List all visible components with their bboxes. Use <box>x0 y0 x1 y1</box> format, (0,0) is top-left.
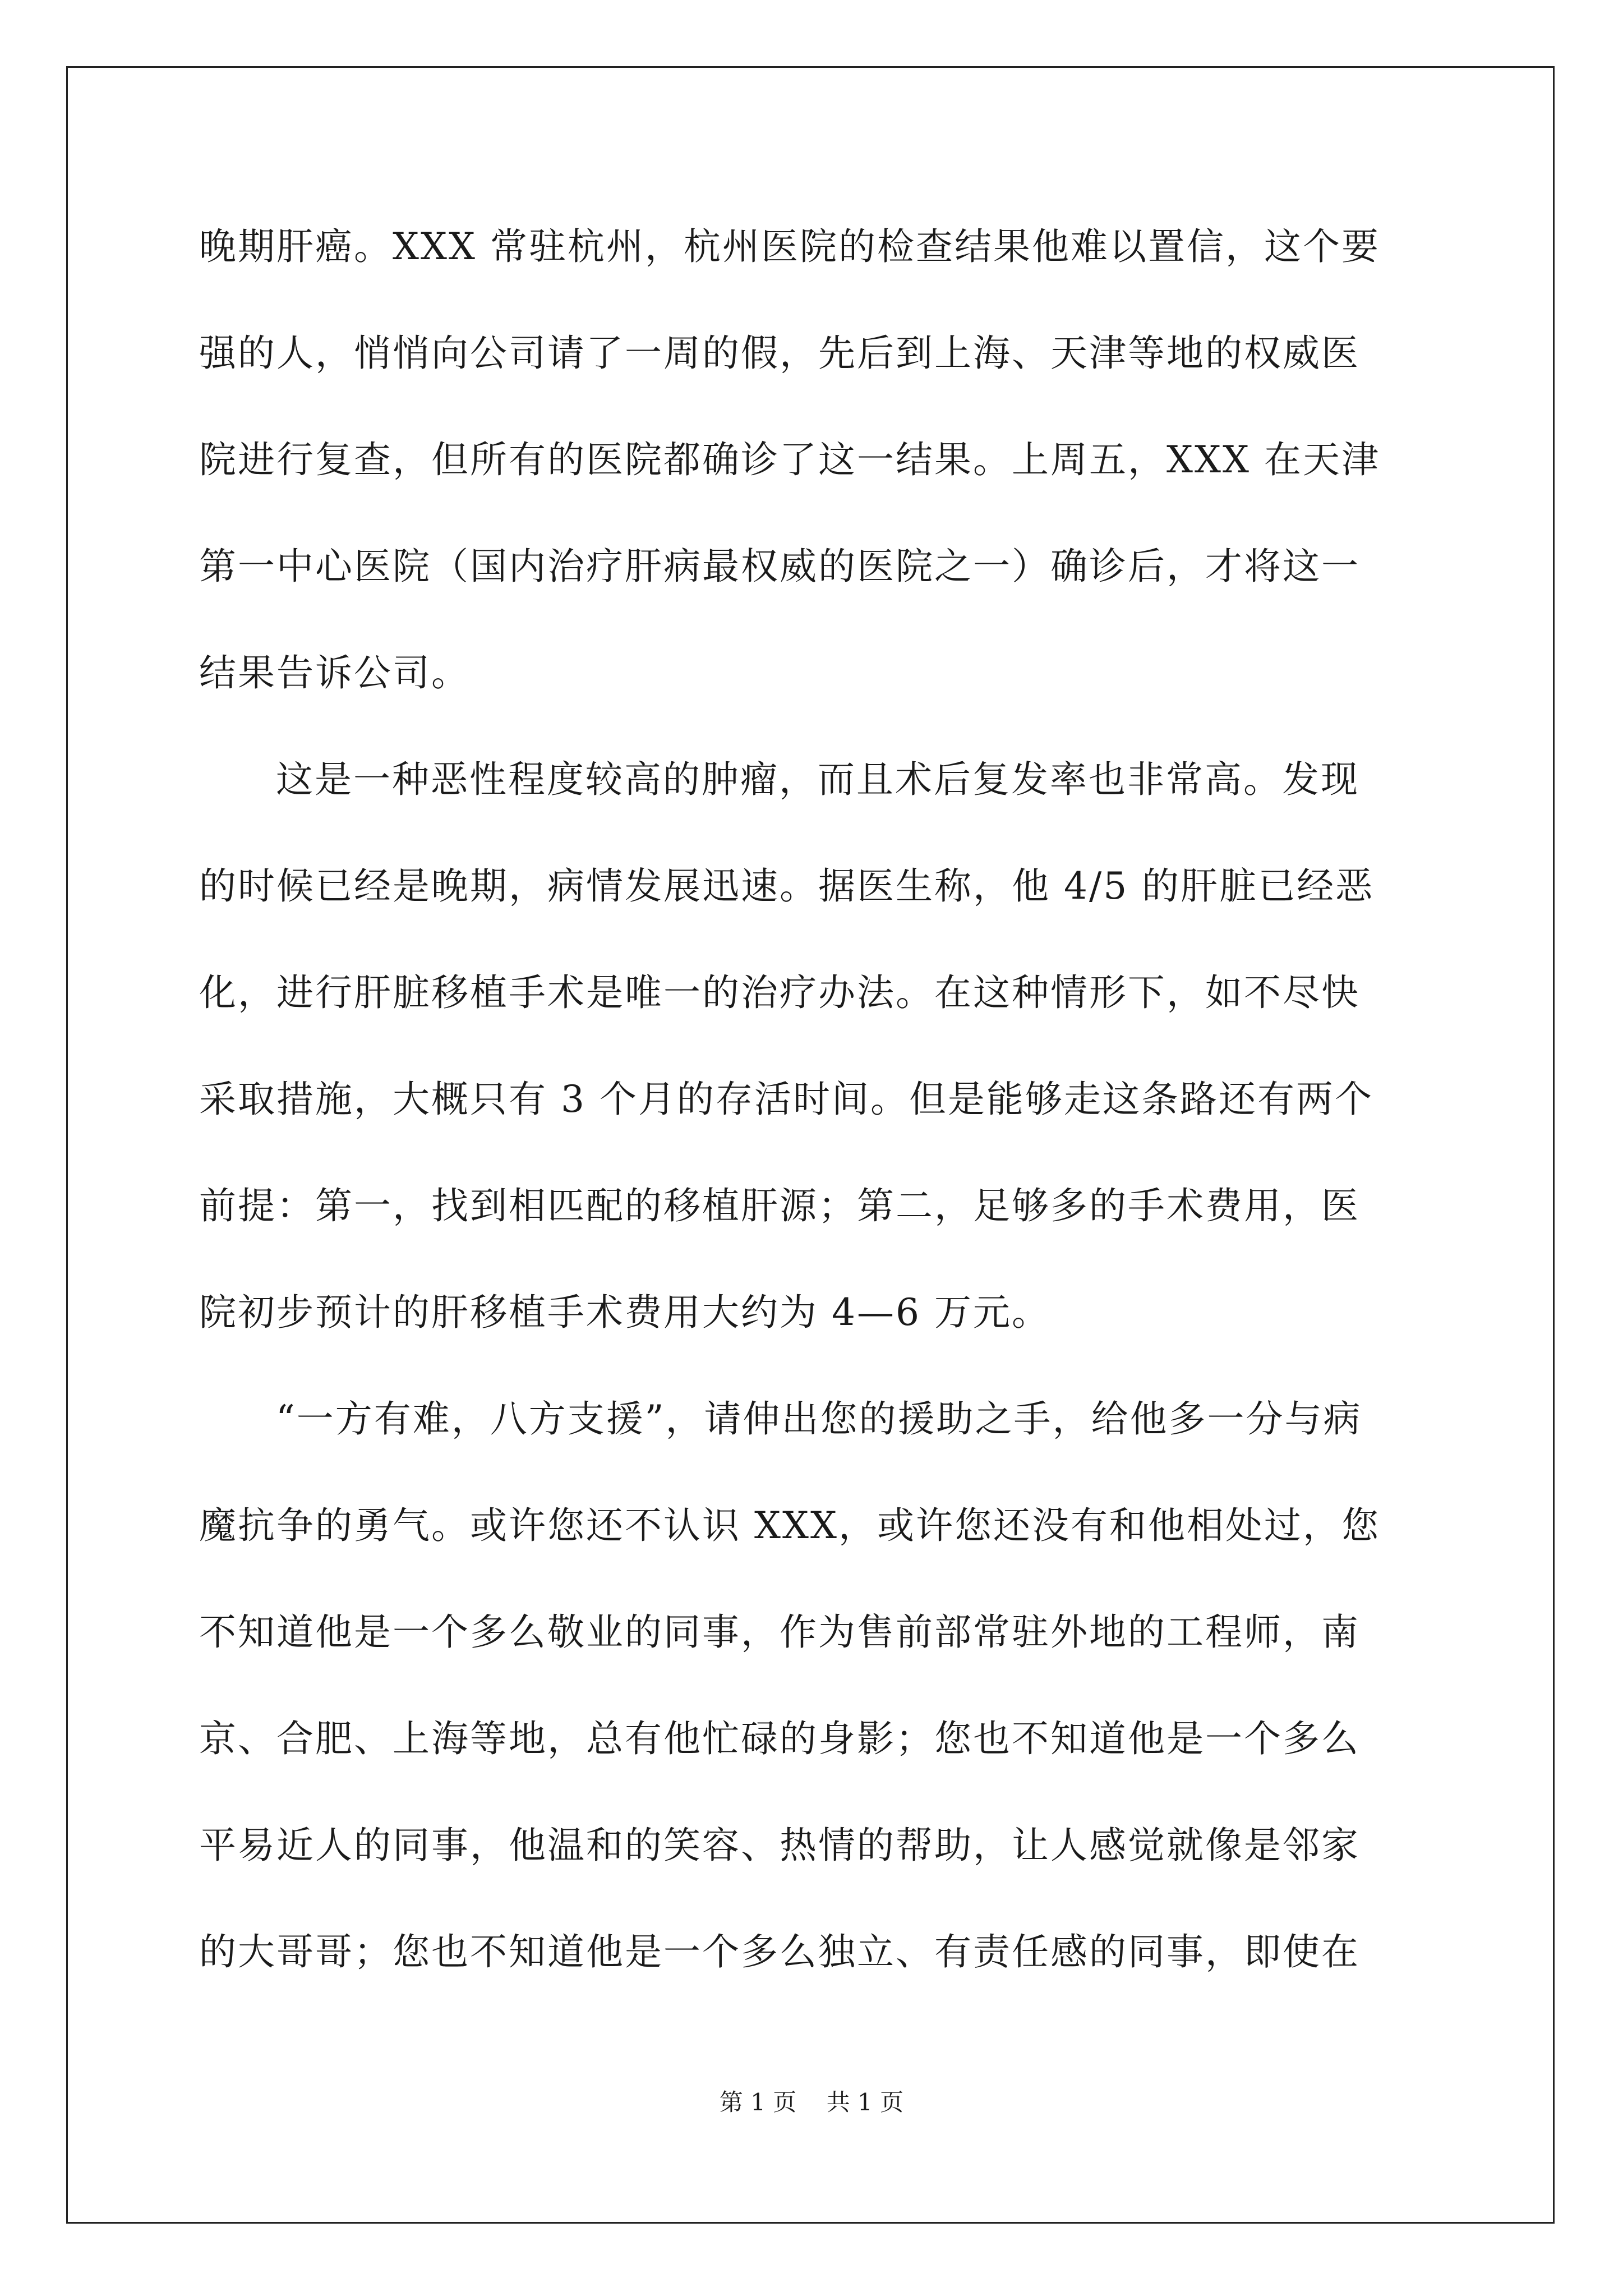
text-line: 的大哥哥；您也不知道他是一个多么独立、有责任感的同事，即使在 <box>199 1930 1360 1973</box>
text-line: 院进行复查，但所有的医院都确诊了这一结果。上周五，XXX 在天津 <box>199 438 1380 481</box>
text-line: 前提：第一，找到相匹配的移植肝源；第二，足够多的手术费用，医 <box>199 1184 1360 1227</box>
text-line: 晚期肝癌。XXX 常驻杭州，杭州医院的检查结果他难以置信，这个要 <box>199 225 1380 268</box>
text-line: 平易近人的同事，他温和的笑容、热情的帮助，让人感觉就像是邻家 <box>199 1824 1360 1867</box>
text-line: 第一中心医院（国内治疗肝病最权威的医院之一）确诊后，才将这一 <box>199 545 1360 588</box>
text-line: 魔抗争的勇气。或许您还不认识 XXX，或许您还没有和他相处过，您 <box>199 1504 1380 1547</box>
text-line: 这是一种恶性程度较高的肿瘤，而且术后复发率也非常高。发现 <box>276 758 1359 801</box>
text-line: 结果告诉公司。 <box>199 651 470 694</box>
text-line: 强的人，悄悄向公司请了一周的假，先后到上海、天津等地的权威医 <box>199 332 1360 375</box>
text-line: 不知道他是一个多么敬业的同事，作为售前部常驻外地的工程师，南 <box>199 1611 1360 1654</box>
text-line: 京、合肥、上海等地，总有他忙碌的身影；您也不知道他是一个多么 <box>199 1717 1360 1760</box>
text-line: 院初步预计的肝移植手术费用大约为 4—6 万元。 <box>199 1291 1050 1334</box>
page-number-footer: 第 1 页 共 1 页 <box>719 2088 904 2116</box>
text-line: 采取措施，大概只有 3 个月的存活时间。但是能够走这条路还有两个 <box>199 1078 1373 1121</box>
text-line: 的时候已经是晚期，病情发展迅速。据医生称，他 4/5 的肝脏已经恶 <box>199 864 1375 908</box>
text-line: 化，进行肝脏移植手术是唯一的治疗办法。在这种情形下，如不尽快 <box>199 971 1360 1014</box>
text-line: “一方有难，八方支援”，请伸出您的援助之手，给他多一分与病 <box>276 1397 1362 1441</box>
